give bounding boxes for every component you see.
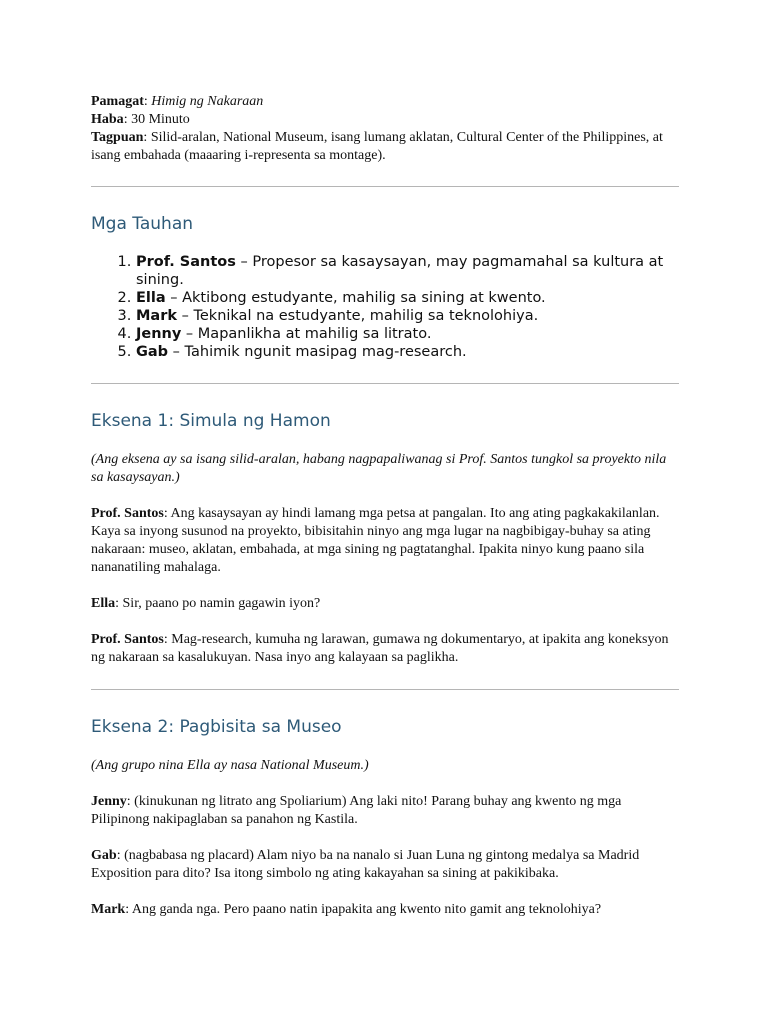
list-item: 1. Prof. Santos – Propesor sa kasaysayan, may pagmamahal sa kultura at sining. (136, 253, 679, 289)
divider (91, 383, 679, 384)
setting-line: Tagpuan: Silid-aralan, National Museum, isang lumang aklatan, Cultural Center of the Philippines, at isang embahada (maaaring i-representa sa montage). (91, 130, 663, 163)
dialogue-line: Mark: Ang ganda nga. Pero paano natin ipapakita ang kwento nito gamit ang teknolohiya? (91, 902, 602, 917)
scene2-stage-direction: (Ang grupo nina Ella ay nasa National Museum.) (91, 758, 369, 773)
scene2-heading: Eksena 2: Pagbisita sa Museo (91, 717, 342, 737)
divider (91, 186, 679, 187)
dialogue-line: Prof. Santos: Mag-research, kumuha ng larawan, gumawa ng dokumentaryo, at ipakita ang koneksyon ng nakaraan sa kasalukuyan. Nasa inyo ang kalayaan sa paglikha. (91, 632, 669, 665)
list-item: 2. Ella – Aktibong estudyante, mahilig sa sining at kwento. (136, 289, 679, 307)
list-item: 3. Mark – Teknikal na estudyante, mahilig sa teknolohiya. (136, 307, 679, 325)
title-line: Pamagat: Himig ng Nakaraan (91, 94, 264, 109)
dialogue-line: Ella: Sir, paano po namin gagawin iyon? (91, 596, 321, 611)
list-item: 4. Jenny – Mapanlikha at mahilig sa litrato. (136, 325, 679, 343)
script-title: Himig ng Nakaraan (151, 94, 264, 109)
divider (91, 689, 679, 690)
scene1-heading: Eksena 1: Simula ng Hamon (91, 411, 331, 431)
dialogue-line: Gab: (nagbabasa ng placard) Alam niyo ba na nanalo si Juan Luna ng gintong medalya sa Madrid Exposition para dito? Isa itong simbolo ng ating kakayahan sa sining at pakikibaka. (91, 848, 640, 881)
list-item: 5. Gab – Tahimik ngunit masipag mag-research. (136, 343, 679, 361)
length-line: Haba: 30 Minuto (91, 112, 190, 127)
dialogue-line: Prof. Santos: Ang kasaysayan ay hindi lamang mga petsa at pangalan. Ito ang ating pagkakakilanlan. Kaya sa inyong susunod na proyekto, bibisitahin ninyo ang mga lugar na nagbibigay-buhay sa ating nakaraan: museo, aklatan, embahada, at mga sining ng pagtatanghal. Ipakita ninyo kung paano sila nananatiling mahalaga. (91, 506, 660, 575)
characters-heading: Mga Tauhan (91, 214, 194, 234)
dialogue-line: Jenny: (kinukunan ng litrato ang Spoliarium) Ang laki nito! Parang buhay ang kwento ng mga Pilipinong nakipaglaban sa panahon ng Kastila. (91, 794, 622, 827)
script-document (91, 93, 679, 919)
scene1-stage-direction: (Ang eksena ay sa isang silid-aralan, habang nagpapaliwanag si Prof. Santos tungkol sa proyekto nila sa kasaysayan.) (91, 452, 667, 485)
script-metadata (91, 93, 679, 165)
characters-list (91, 253, 679, 361)
